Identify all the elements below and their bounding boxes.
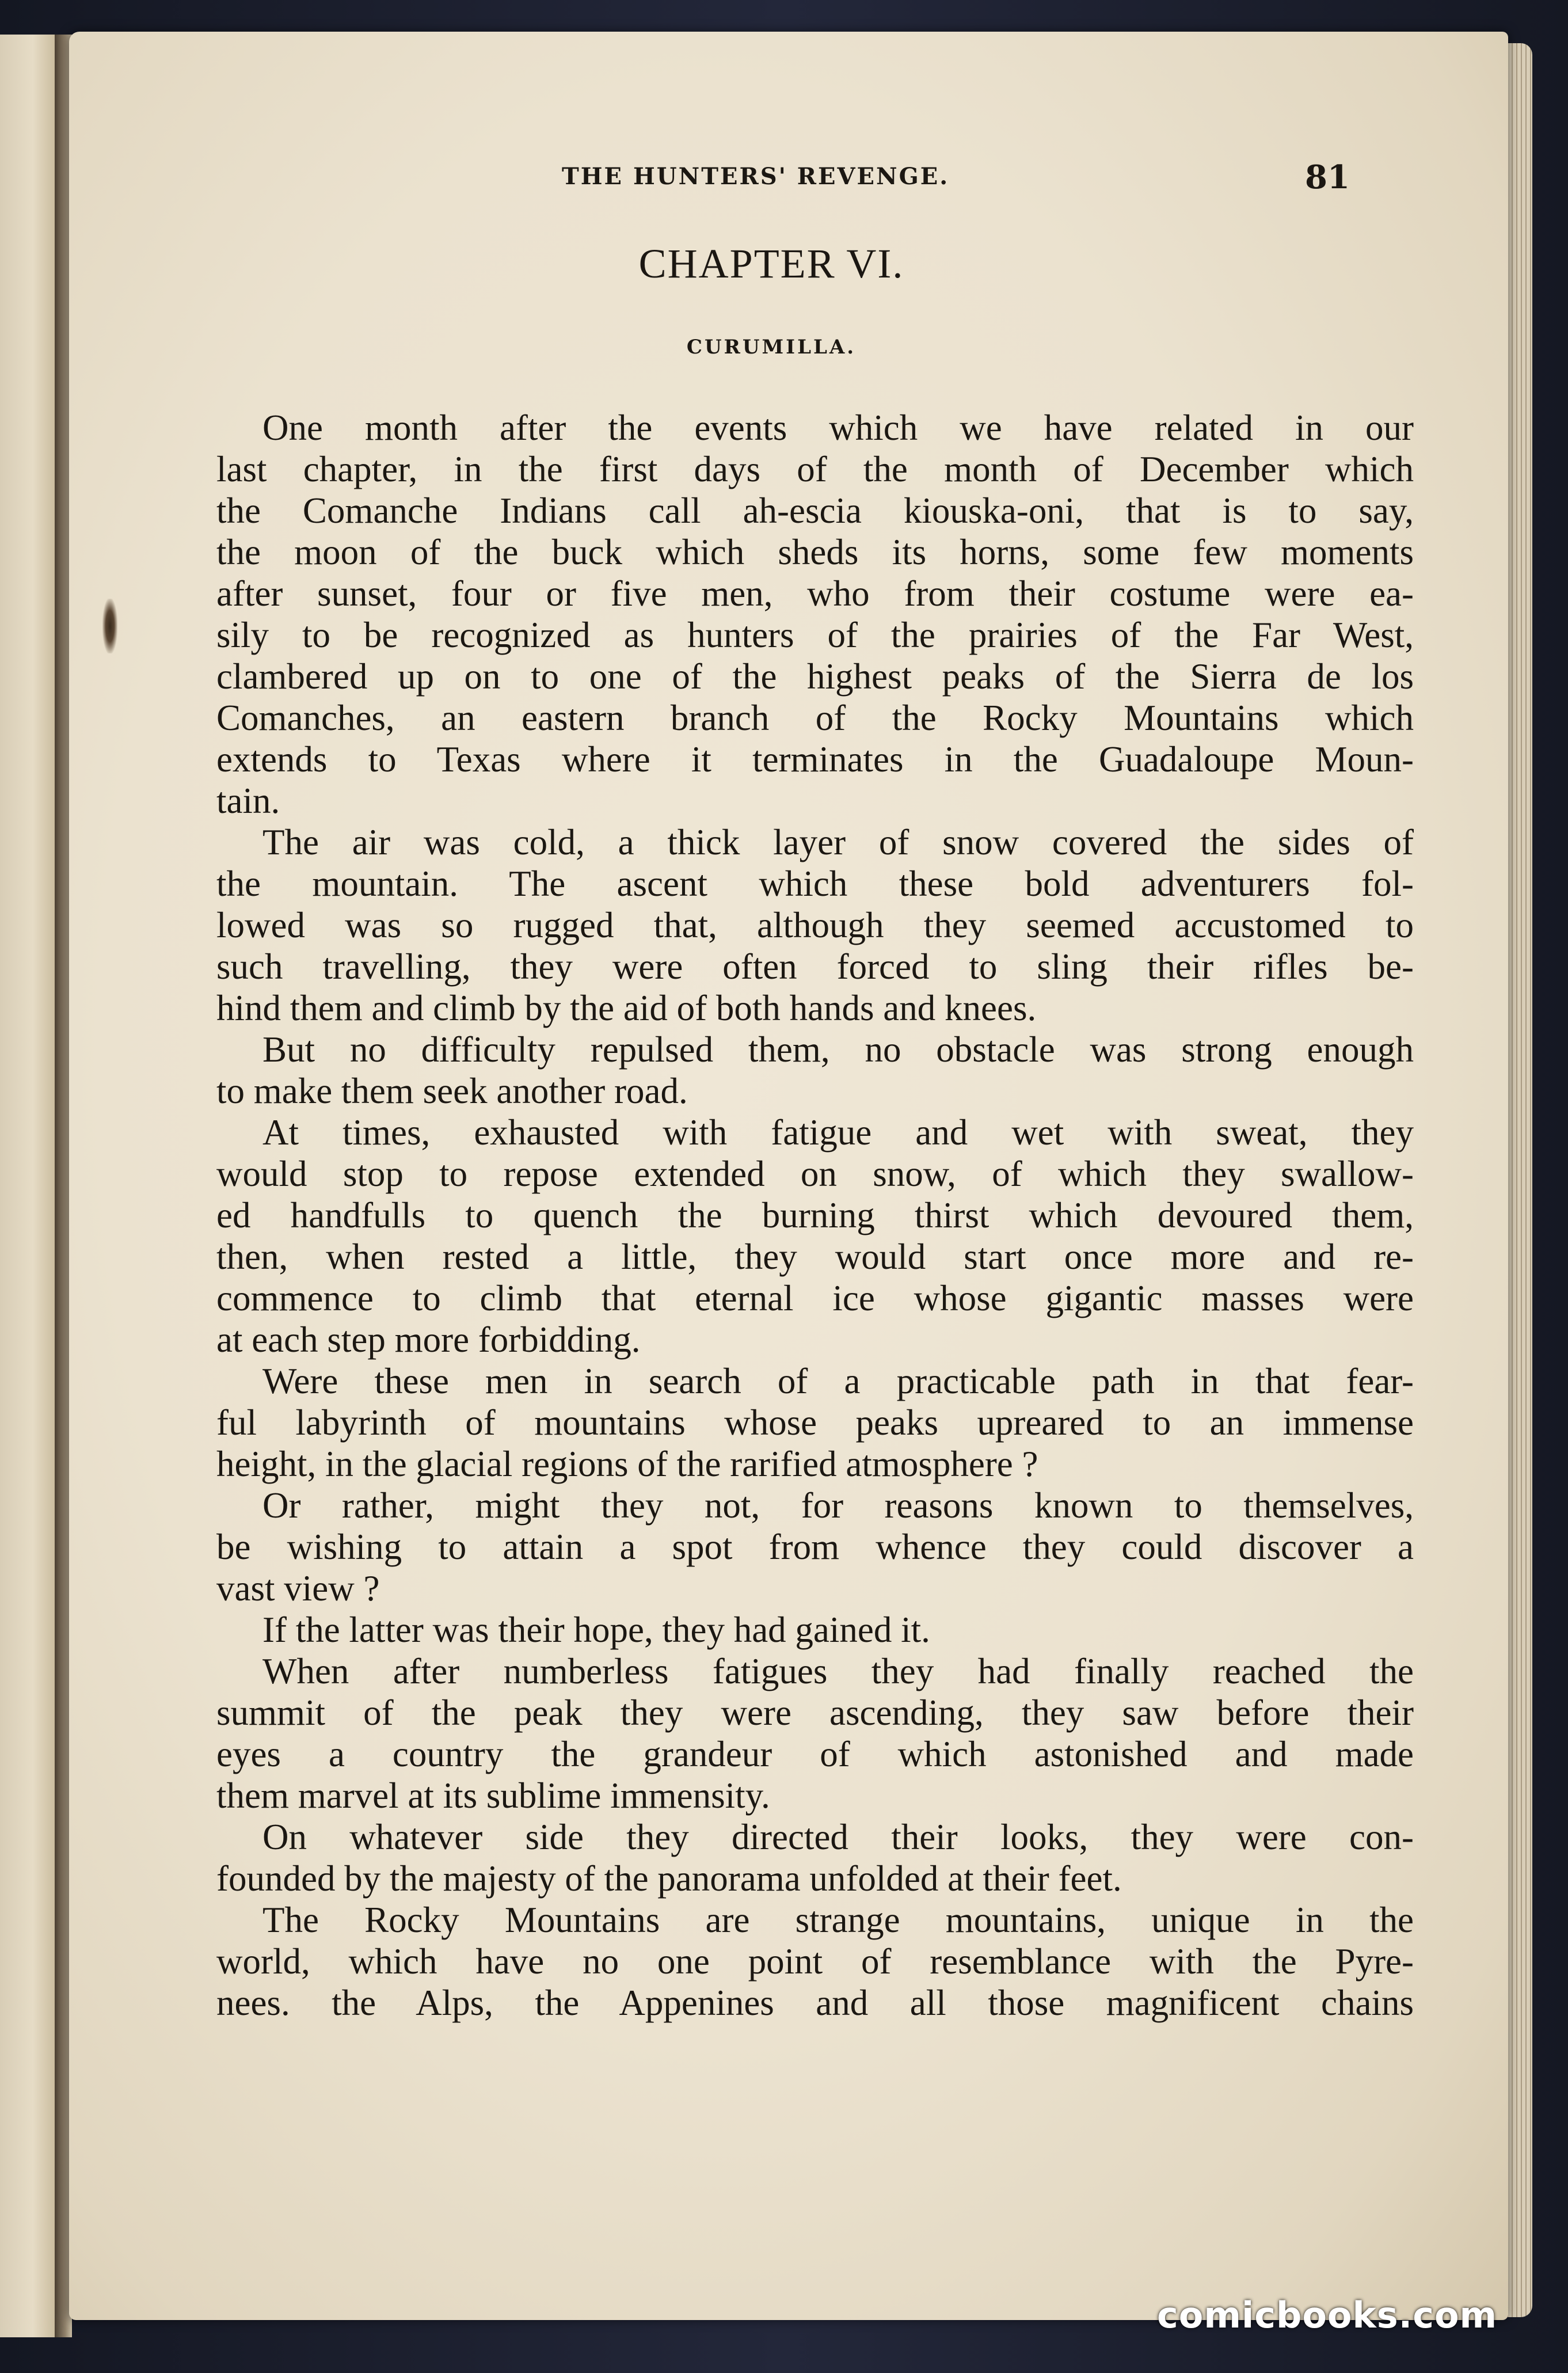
book-page <box>69 32 1508 2320</box>
text-line: The air was cold, a thick layer of snow covered the sides of <box>262 822 1414 862</box>
chapter-title: CHAPTER VI. <box>638 241 904 287</box>
text-line: lowed was so rugged that, although they seemed accustomed to <box>216 905 1414 945</box>
running-title: THE HUNTERS' REVENGE. <box>562 163 950 190</box>
watermark: comicbooks.com <box>1157 2294 1498 2336</box>
text-line: The Rocky Mountains are strange mountains, unique in the <box>262 1900 1414 1940</box>
text-line: sily to be recognized as hunters of the prairies of the Far West, <box>216 615 1414 655</box>
text-line: On whatever side they directed their looks, they were con- <box>262 1817 1414 1857</box>
text-line: At times, exhausted with fatigue and wet with sweat, they <box>262 1112 1414 1153</box>
text-line: If the latter was their hope, they had gained it. <box>262 1610 930 1650</box>
text-line: eyes a country the grandeur of which astonished and made <box>216 1734 1414 1774</box>
page-number: 81 <box>1305 158 1350 196</box>
text-line: after sunset, four or five men, who from their costume were ea- <box>216 573 1414 614</box>
text-line: ed handfulls to quench the burning thirst which devoured them, <box>216 1195 1414 1235</box>
text-line: at each step more forbidding. <box>216 1319 641 1360</box>
text-line: the Comanche Indians call ah-escia kiouska-oni, that is to say, <box>216 490 1414 531</box>
text-line: But no difficulty repulsed them, no obstacle was strong enough <box>262 1029 1414 1070</box>
text-line: ful labyrinth of mountains whose peaks upreared to an immense <box>216 1402 1414 1443</box>
text-line: Or rather, might they not, for reasons known to themselves, <box>262 1485 1414 1526</box>
text-line: When after numberless fatigues they had finally reached the <box>262 1651 1414 1691</box>
text-line: vast view ? <box>216 1568 380 1608</box>
text-line: Comanches, an eastern branch of the Rocky Mountains which <box>216 698 1414 738</box>
text-line: such travelling, they were often forced to sling their rifles be- <box>216 946 1414 987</box>
text-line: nees. the Alps, the Appenines and all those magnificent chains <box>216 1983 1414 2023</box>
margin-stain <box>102 599 117 653</box>
text-line: extends to Texas where it terminates in the Guadaloupe Moun- <box>216 739 1414 779</box>
text-line: summit of the peak they were ascending, they saw before their <box>216 1693 1414 1733</box>
text-line: last chapter, in the first days of the month of December which <box>216 449 1414 489</box>
text-line: then, when rested a little, they would start once more and re- <box>216 1237 1414 1277</box>
text-line: Were these men in search of a practicable path in that fear- <box>262 1361 1414 1401</box>
text-line: founded by the majesty of the panorama unfolded at their feet. <box>216 1858 1122 1899</box>
text-line: world, which have no one point of resemblance with the Pyre- <box>216 1941 1414 1982</box>
text-line: One month after the events which we have related in our <box>262 408 1414 448</box>
text-line: them marvel at its sublime immensity. <box>216 1775 770 1816</box>
text-line: be wishing to attain a spot from whence they could discover a <box>216 1527 1414 1567</box>
text-line: the mountain. The ascent which these bold adventurers fol- <box>216 864 1414 904</box>
chapter-subtitle: CURUMILLA. <box>686 336 857 359</box>
running-head <box>69 158 1508 197</box>
text-line: would stop to repose extended on snow, of which they swallow- <box>216 1154 1414 1194</box>
text-line: tain. <box>216 781 280 821</box>
facing-page-edge <box>0 35 56 2337</box>
text-line: commence to climb that eternal ice whose gigantic masses were <box>216 1278 1414 1318</box>
text-line: to make them seek another road. <box>216 1071 688 1111</box>
text-line: height, in the glacial regions of the rarified atmosphere ? <box>216 1444 1038 1484</box>
text-line: clambered up on to one of the highest peaks of the Sierra de los <box>216 656 1414 697</box>
body-text <box>216 407 1414 2024</box>
text-line: hind them and climb by the aid of both hands and knees. <box>216 988 1037 1028</box>
text-line: the moon of the buck which sheds its horns, some few moments <box>216 532 1414 572</box>
